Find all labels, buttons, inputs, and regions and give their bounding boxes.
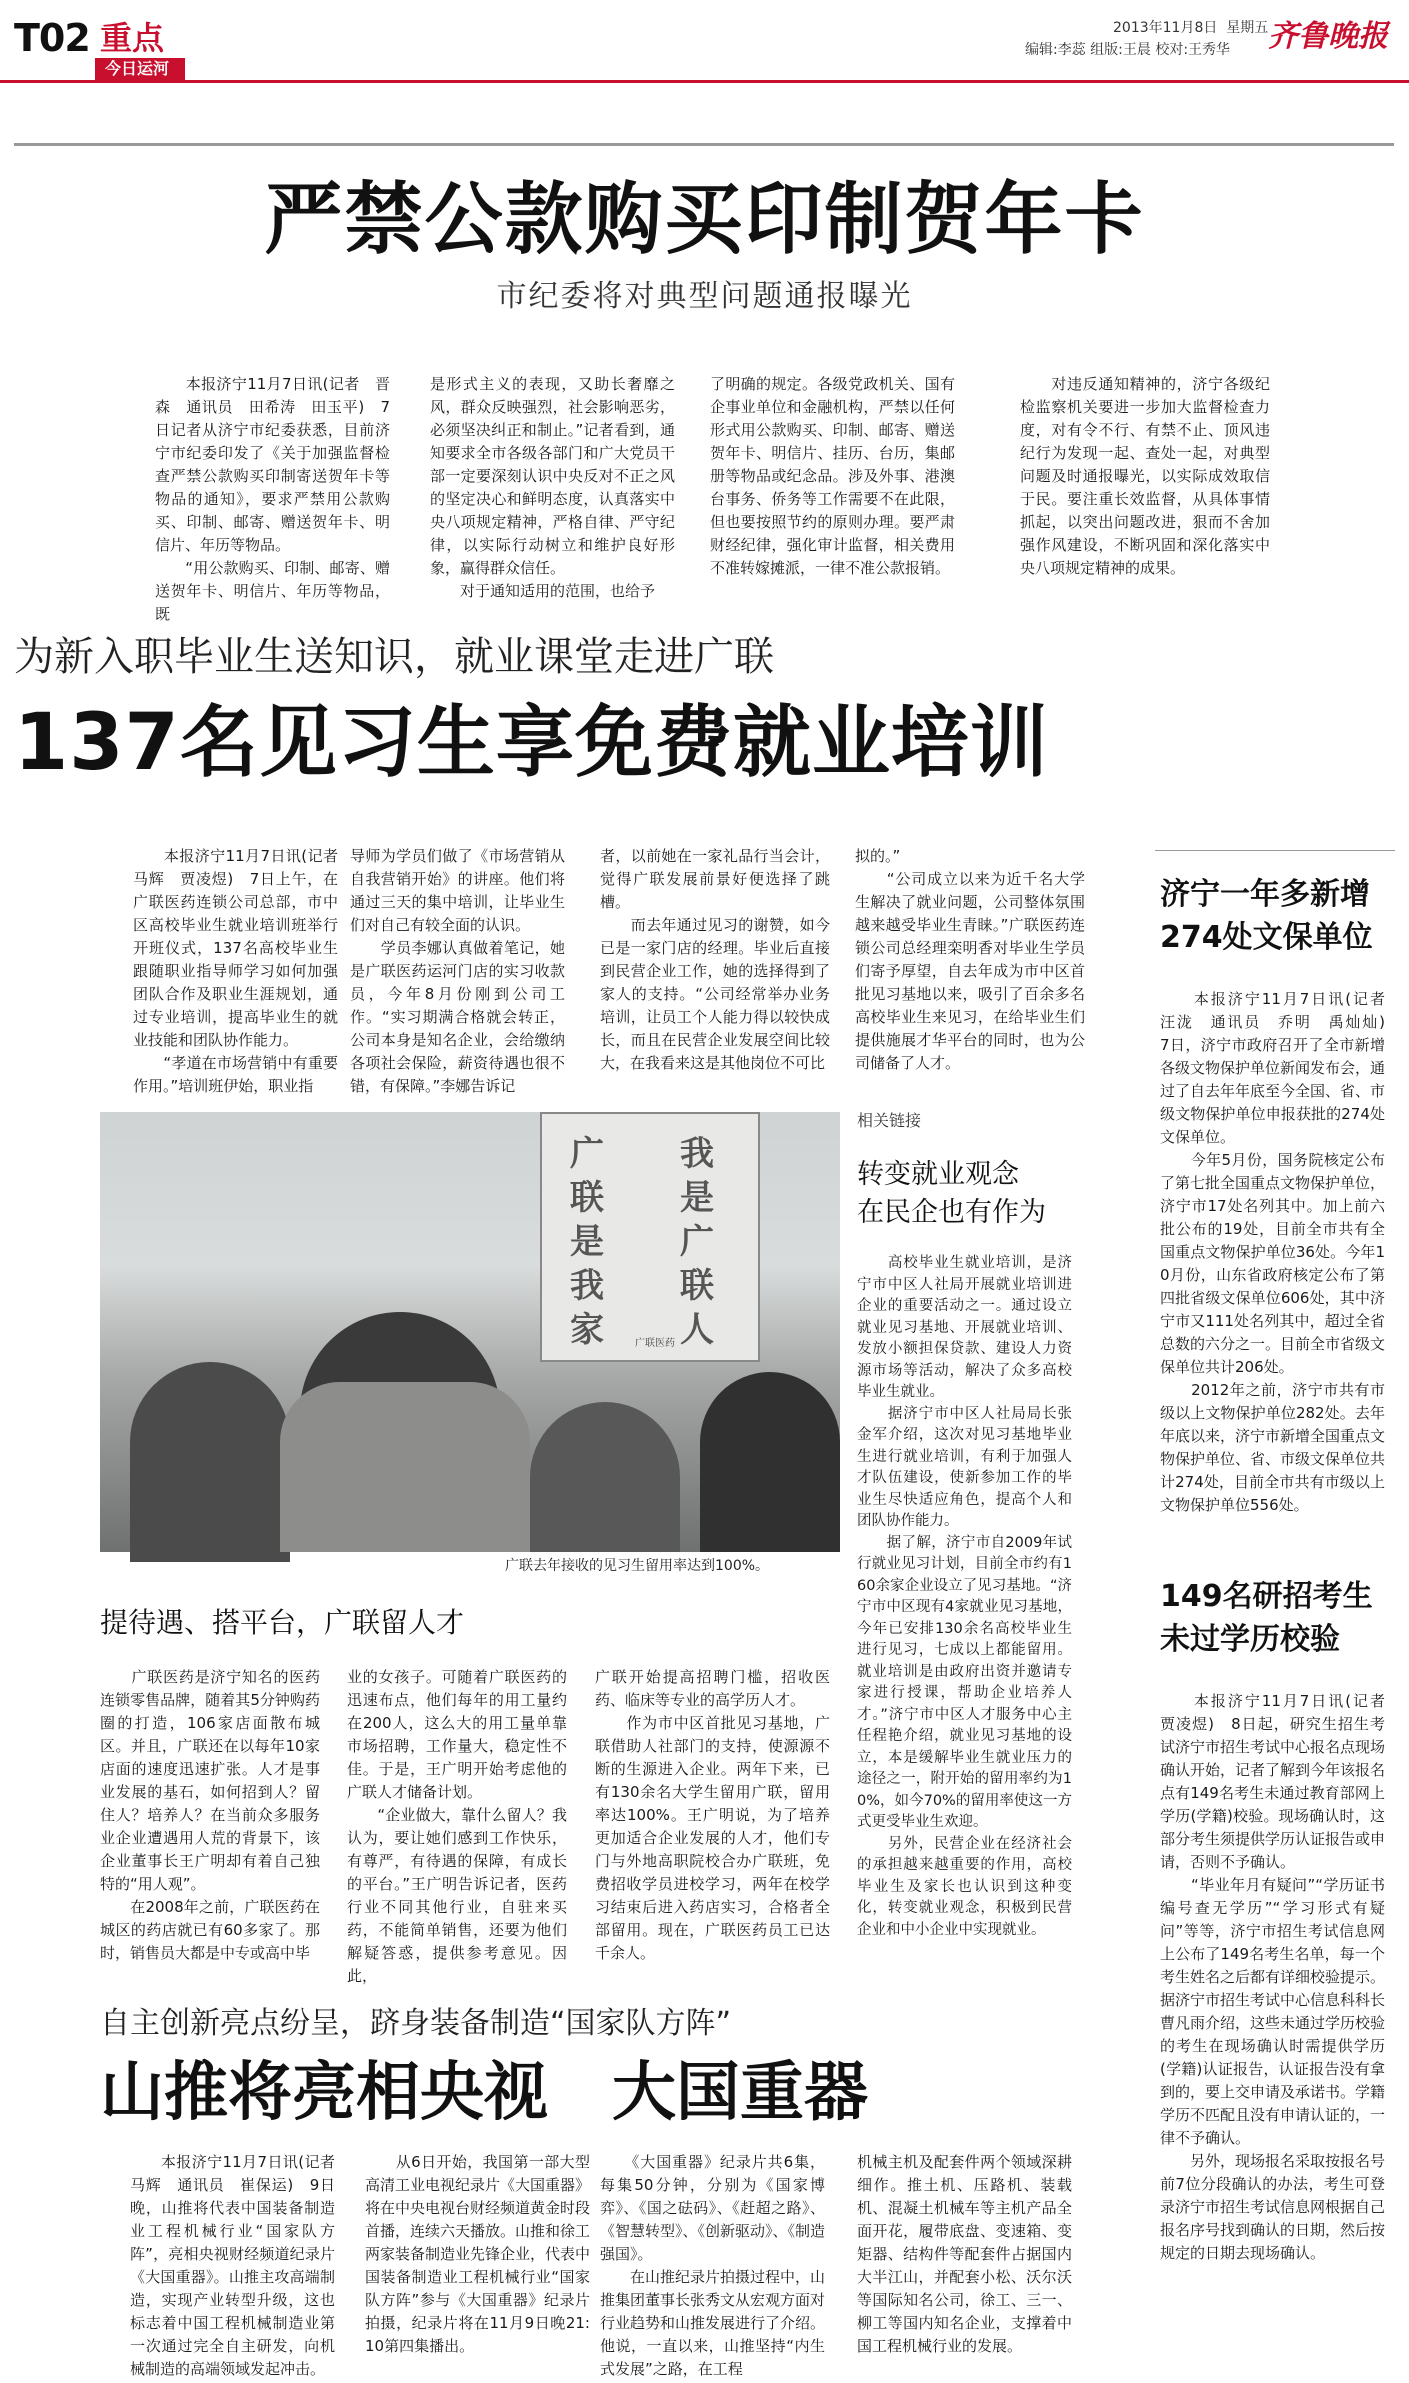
photo-student-2-coat: [280, 1382, 530, 1552]
related-headline-2: 在民企也有作为: [857, 1197, 1046, 1228]
photo-banner-footer: 广联医药: [635, 1338, 675, 1349]
editor-credits: 编辑:李蕊 组版:王晨 校对:王秀华: [1025, 42, 1231, 58]
paper-logo: 齐鲁晚报: [1268, 19, 1388, 54]
sidebar-1-body: 本报济宁11月7日讯(记者 汪泷 通讯员 乔明 禹灿灿) 7日，济宁市政府召开了全市新增各级文物保护单位新闻发布会，通过了自去年年底至今全国、省、市级文物保护单位申报获批的274处文保单位。 今年5月份，国务院核定公布了第七批全国重点文物保护单位，济宁市17处名列其中。加上前六批公布的19处，目前全市共有全国重点文物保护单位36处。今年10月份，山东省政府核定公布了第四批省级文保单位606处，其中济宁市又111处名列其中，超过全省总数的六分之一。目前全市省级文保单位共计206处。 2012年之前，济宁市共有市级以上文物保护单位282处。去年年底以来，济宁市新增全国重点文物保护单位、省、市级文保单位共计274处，目前全市共有市级以上文物保护单位556处。: [1160, 990, 1386, 1514]
article-1-headline: 严禁公款购买印制贺年卡: [264, 175, 1145, 265]
article-1-col-3: 了明确的规定。各级党政机关、国有企事业单位和金融机构，严禁以任何形式用公款购买、印制、邮寄、赠送贺年卡、明信片、挂历、台历，集邮册等物品或纪念品。涉及外事、港澳台事务、侨务等工作需要不在此限，但也要按照节约的原则办理。要严肃财经纪律，强化审计监督，相关费用不准转嫁摊派，一律不准公款报销。: [710, 375, 955, 577]
article-2-subhead: 提待遇、搭平台，广联留人才: [100, 1606, 465, 1639]
header-rule: [0, 80, 1409, 83]
page-code: T02: [14, 16, 90, 60]
article-3-col-1: 本报济宁11月7日讯(记者 马辉 通讯员 崔保运) 9日晚，山推将代表中国装备制造业工程机械行业“国家队方阵”，亮相央视财经频道纪录片《大国重器》。山推主攻高端制造，实现产业转型升级，这也标志着中国工程机械制造业第一次通过完全自主研发，向机械制造的高端领域发起冲击。: [130, 2153, 351, 2378]
article-2-sub-col-2: 业的女孩子。可随着广联医药的迅速布点，他们每年的用工量约在200人，这么大的用工量单靠市场招聘，工作量大，稳定性不佳。于是，王广明开始考虑他的广联人才储备计划。 “企业做大，靠什么留人？我认为，要让她们感到工作快乐，有尊严，有待遇的保障，有成长的平台。”王广明告诉记者，医药行业不同其他行业，自驻来买药，不能简单销售，还要为他们解疑答惑，提供参考意见。因此，: [347, 1668, 567, 1985]
photo-banner-right: 我是广联人: [680, 1134, 714, 1350]
photo-student-3: [530, 1402, 680, 1552]
article-2-col-4: 拟的。” “公司成立以来为近千名大学生解决了就业问题，公司整体氛围越来越受毕业生青睐。”广联医药连锁公司总经理栾明香对毕业生学员们寄予厚望，自去年成为市中区首批见习基地以来，吸引了百余多名高校毕业生来见习，在给毕业生们提供施展才华平台的同时，也为公司储备了人才。: [855, 847, 1085, 1072]
related-headline-1: 转变就业观念: [857, 1159, 1019, 1190]
photo-caption: 广联去年接收的见习生留用率达到100%。: [505, 1558, 770, 1574]
article-2-sub-col-3: 广联开始提高招聘门槛，招收医药、临床等专业的高学历人才。 作为市中区首批见习基地，广联借助人社部门的支持，使源源不断的生源进入企业。两年下来，已有130余名大学生留用广联，留用率达100%。王广明说，为了培养更加适合企业发展的人才，他们专门与外地高职院校合办广联班，免费招收学员进校学习，两年在校学习结束后进入药店实习，合格者全部留用。现在，广联医药员工已达千余人。: [595, 1668, 830, 1962]
weekday-text: 星期五: [1226, 20, 1269, 36]
article-3-col-2: 从6日开始，我国第一部大型高清工业电视纪录片《大国重器》将在中央电视台财经频道黄金时段首播，连续六天播放。山推和徐工两家装备制造业先锋企业，代表中国装备制造业工程机械行业“国家队方阵”参与《大国重器》纪录片拍摄，纪录片将在11月9日晚21:10第四集播出。: [365, 2153, 591, 2355]
article-2-col-1: 本报济宁11月7日讯(记者 马辉 贾凌煜) 7日上午，在广联医药连锁公司总部，市中区高校毕业生就业培训班举行开班仪式，137名高校毕业生跟随职业指导师学习如何加强团队合作及职业生涯规划，通过专业培训，提高毕业生的就业技能和团队协作能力。 “孝道在市场营销中有重要作用。”培训班伊始，职业指: [133, 847, 338, 1095]
article-2-sub-col-1: 广联医药是济宁知名的医药连锁零售品牌，随着其5分钟购药圈的打造，106家店面散布城区。并且，广联还在以每年10家店面的速度迅速扩张。人才是事业发展的基石，如何招到人？留住人？培养人？在当前众多服务业企业遭遇用人荒的背景下，该企业董事长王广明却有着自己独特的“用人观”。 在2008年之前，广联医药在城区的药店就已有60多家了。那时，销售员大都是中专或高中毕: [100, 1668, 320, 1962]
sidebar-2-headline-1: 149名研招考生: [1160, 1579, 1373, 1614]
page-header: [0, 0, 1409, 82]
article-3-col-3: 《大国重器》纪录片共6集，每集50分钟，分别为《国家博弈》、《国之砝码》、《赶超之路》、《智慧转型》、《创新驱动》、《制造强国》。 在山推纪录片拍摄过程中，山推集团董事长张秀文从宏观方面对行业趋势和山推发展进行了介绍。他说，一直以来，山推坚持“内生式发展”之路，在工程: [600, 2153, 826, 2378]
date-text: 2013年11月8日: [1113, 20, 1218, 36]
sidebar-1-headline-1: 济宁一年多新增: [1160, 877, 1370, 912]
related-tag: 相关链接: [857, 1111, 922, 1130]
article-1-col-1: 本报济宁11月7日讯(记者 晋森 通讯员 田希涛 田玉平) 7日记者从济宁市纪委获悉，目前济宁市纪委印发了《关于加强监督检查严禁公款购买印制寄送贺年卡等物品的通知》，要求严禁用公款购买、印制、邮寄、赠送贺年卡、明信片、年历等物品。 “用公款购买、印制、邮寄、赠送贺年卡、明信片、年历等物品，既: [155, 375, 390, 623]
issue-date: [1113, 18, 1268, 38]
article-1-col-2: 是形式主义的表现，又助长奢靡之风，群众反映强烈，社会影响恶劣，必须坚决纠正和制止。”记者看到，通知要求全市各级各部门和广大党员干部一定要深刻认识中央反对不正之风的坚定决心和鲜明态度，认真落实中央八项规定精神，严格自律、严守纪律，以实际行动树立和维护良好形象，赢得群众信任。 对于通知适用的范围，也给予: [430, 375, 675, 600]
article-1-subhead: 市纪委将对典型问题通报曝光: [496, 279, 913, 314]
photo-student-1: [130, 1362, 290, 1562]
article-2-kicker: 为新入职毕业生送知识，就业课堂走进广联: [14, 634, 774, 680]
photo-banner-left: 广联是我家: [570, 1134, 604, 1350]
sidebar-2-headline-2: 未过学历校验: [1160, 1622, 1340, 1657]
article-3-headline: 山推将亮相央视 大国重器: [100, 2056, 868, 2130]
article-3-col-4: 机械主机及配套件两个领域深耕细作。推土机、压路机、装载机、混凝土机械车等主机产品全面开花，履带底盘、变速箱、变矩器、结构件等配套件占据国内大半江山，并配套小松、沃尔沃等国际知名公司，徐工、三一、柳工等国内知名企业，支撑着中国工程机械行业的发展。: [857, 2153, 1072, 2355]
sidebar-2-body: 本报济宁11月7日讯(记者 贾凌煜) 8日起，研究生招生考试济宁市招生考试中心报名点现场确认开始，记者了解到今年该报名点有149名考生未通过教育部网上学历(学籍)校验。现场确认时，这部分考生须提供学历认证报告或申请，否则不予确认。 “毕业年月有疑问”“学历证书编号查无学历”“学习形式有疑问”等等，济宁市招生考试信息网上公布了149名考生名单，每一个考生姓名之后都有详细校验提示。据济宁市招生考试中心信息科科长曹凡雨介绍，这些未通过学历校验的考生在现场确认时需提供学历(学籍)认证报告，认证报告没有拿到的，要上交申请及承诺书。学籍学历不匹配且没有申请认证的，一律不予确认。 另外，现场报名采取按报名号前7位分段确认的办法，考生可登录济宁市招生考试信息网根据自己报名序号找到确认的日期，然后按规定的日期去现场确认。: [1160, 1692, 1386, 2262]
photo-student-4: [700, 1372, 840, 1552]
training-photo: [100, 1112, 840, 1552]
article-2-col-3: 者，以前她在一家礼品行当会计，觉得广联发展前景好便选择了跳槽。 而去年通过见习的谢赞，如今已是一家门店的经理。毕业后直接到民营企业工作，她的选择得到了家人的支持。“公司经常举办业务培训，让员工个人能力得以较快成长，而且在民营企业发展空间比较大，在我看来这是其他岗位不可比: [600, 847, 830, 1072]
article-2-col-2: 导师为学员们做了《市场营销从自我营销开始》的讲座。他们将通过三天的集中培训，让毕业生们对自己有较全面的认识。 学员李娜认真做着笔记，她是广联医药运河门店的实习收款员，今年8月份刚到公司工作。“实习期满合格就会转正，公司本身是知名企业，会给缴纳各项社会保险，薪资待遇也很不错，有保障。”李娜告诉记: [350, 847, 565, 1095]
sidebar-1-headline-2: 274处文保单位: [1160, 920, 1373, 955]
subsection-name: 今日运河: [105, 59, 170, 78]
section-name: 重点: [100, 19, 165, 57]
article-2-headline: 137名见习生享免费就业培训: [14, 698, 1049, 788]
article-3-kicker: 自主创新亮点纷呈，跻身装备制造“国家队方阵”: [100, 2006, 732, 2041]
article-1-col-4: 对违反通知精神的，济宁各级纪检监察机关要进一步加大监督检查力度，对有令不行、有禁不止、顶风违纪行为发现一起、查处一起，对典型问题及时通报曝光，以实际成效取信于民。要注重长效监督，从具体事情抓起，以突出问题改进，狠而不舍加强作风建设，不断巩固和深化落实中央八项规定精神的成果。: [1020, 375, 1270, 577]
sidebar-rule: [1155, 850, 1395, 851]
top-gray-rule: [14, 143, 1394, 146]
related-body: 高校毕业生就业培训，是济宁市中区人社局开展就业培训进企业的重要活动之一。通过设立就业见习基地、开展就业培训、发放小额担保贷款、建设人力资源市场等活动，解决了众多高校毕业生就业。 据济宁市中区人社局局长张金军介绍，这次对见习基地毕业生进行就业培训，有利于加强人才队伍建设，使新参加工作的毕业生尽快适应角色，提高个人和团队协作能力。 据了解，济宁市自2009年试行就业见习计划，目前全市约有160余家企业设立了见习基地。“济宁市中区现有4家就业见习基地，今年已安排130余名高校毕业生进行见习，七成以上都能留用。就业培训是由政府出资并邀请专家进行授课，帮助企业培养人才。”济宁市中区人才服务中心主任程艳介绍，就业见习基地的设立，本是缓解毕业生就业压力的途径之一，附开始的留用率约为10%，如今70%的留用率使这一方式更受毕业生欢迎。 另外，民营企业在经济社会的承担越来越重要的作用，高校毕业生及家长也认识到这种变化，转变就业观念，积极到民营企业和中小企业中实现就业。: [857, 1255, 1072, 1938]
